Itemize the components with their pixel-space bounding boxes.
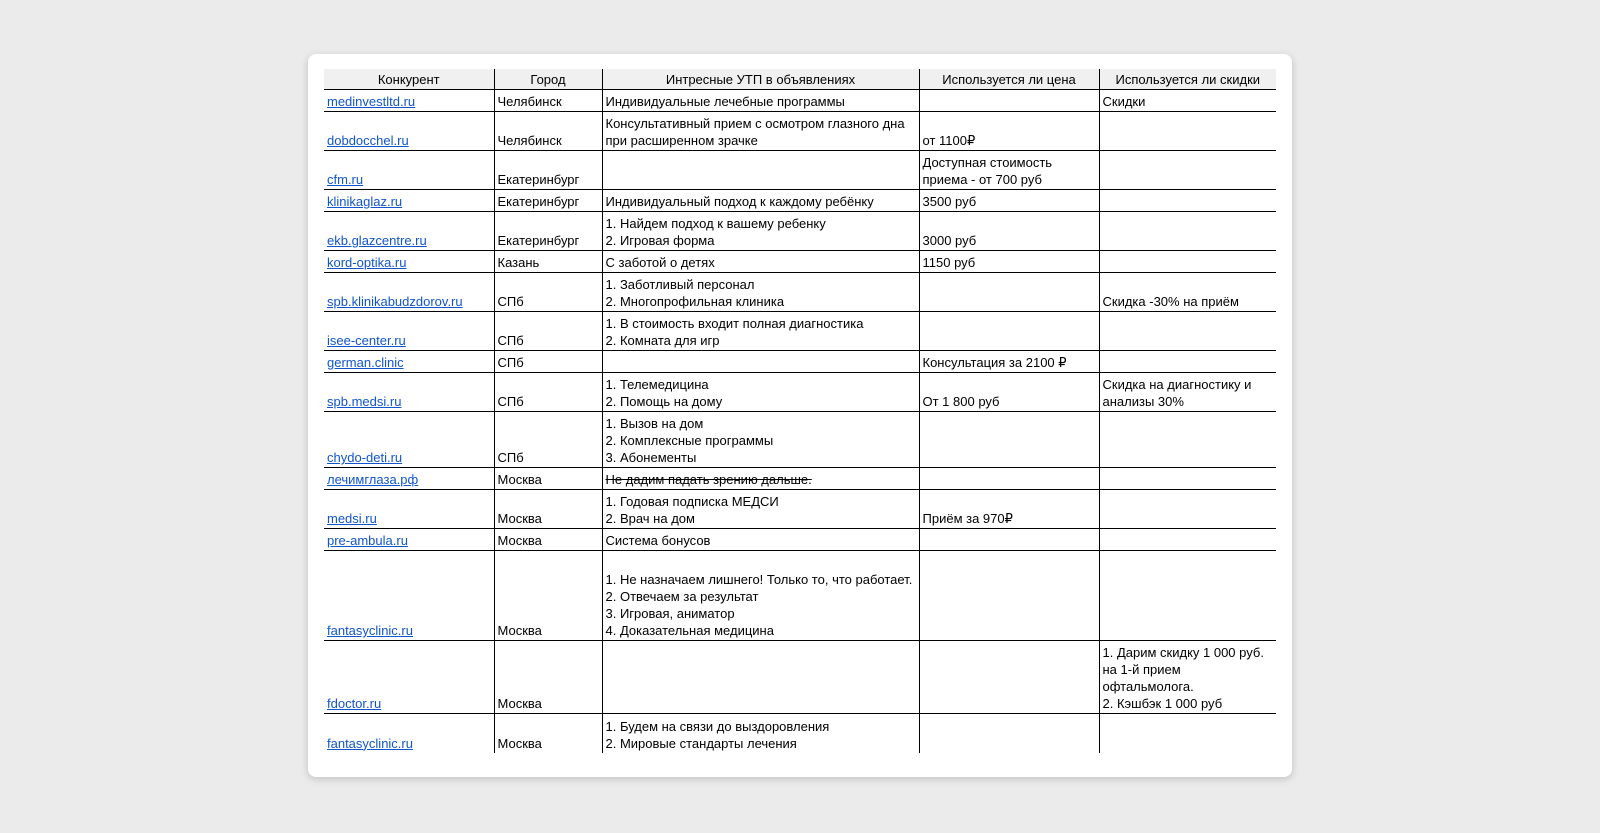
price-cell bbox=[919, 90, 1099, 112]
competitor-link[interactable]: ekb.glazcentre.ru bbox=[327, 233, 427, 248]
table-row bbox=[324, 190, 1276, 212]
price-cell: от 1100₽ bbox=[919, 112, 1099, 151]
price-cell bbox=[919, 551, 1099, 641]
competitor-link[interactable]: pre-ambula.ru bbox=[327, 533, 408, 548]
table-row bbox=[324, 641, 1276, 714]
city-cell: СПб bbox=[494, 312, 602, 351]
price-cell bbox=[919, 312, 1099, 351]
table-row bbox=[324, 351, 1276, 373]
table-row bbox=[324, 714, 1276, 753]
utp-cell bbox=[602, 351, 919, 373]
city-cell: Екатеринбург bbox=[494, 212, 602, 251]
utp-cell: Индивидуальный подход к каждому ребёнку bbox=[602, 190, 919, 212]
price-cell: Консультация за 2100 ₽ bbox=[919, 351, 1099, 373]
utp-cell: Не дадим падать зрению дальше. bbox=[602, 468, 919, 490]
city-cell: Москва bbox=[494, 714, 602, 753]
discount-cell bbox=[1099, 112, 1276, 151]
table-row bbox=[324, 412, 1276, 468]
discount-cell bbox=[1099, 251, 1276, 273]
utp-cell: 1. Будем на связи до выздоровления 2. Мировые стандарты лечения bbox=[602, 714, 919, 753]
competitor-link[interactable]: kord-optika.ru bbox=[327, 255, 407, 270]
competitor-link[interactable]: fdoctor.ru bbox=[327, 696, 382, 711]
competitor-link[interactable]: fantasyclinic.ru bbox=[327, 623, 413, 638]
discount-cell bbox=[1099, 312, 1276, 351]
price-cell bbox=[919, 273, 1099, 312]
price-cell: 3500 руб bbox=[919, 190, 1099, 212]
utp-cell bbox=[602, 641, 919, 714]
city-cell: Екатеринбург bbox=[494, 151, 602, 190]
utp-cell: 1. Не назначаем лишнего! Только то, что работает. 2. Отвечаем за результат 3. Игровая, аниматор 4. Доказательная медицина bbox=[602, 551, 919, 641]
discount-cell bbox=[1099, 412, 1276, 468]
city-cell: СПб bbox=[494, 351, 602, 373]
discount-cell bbox=[1099, 212, 1276, 251]
table-row bbox=[324, 551, 1276, 641]
city-cell: Казань bbox=[494, 251, 602, 273]
competitor-link[interactable]: dobdocchel.ru bbox=[327, 133, 409, 148]
header-city: Город bbox=[494, 69, 602, 90]
spreadsheet bbox=[324, 69, 1276, 763]
utp-cell: 1. Телемедицина 2. Помощь на дому bbox=[602, 373, 919, 412]
city-cell: Москва bbox=[494, 551, 602, 641]
competitor-link[interactable]: german.clinic bbox=[327, 355, 404, 370]
header-utp: Интресные УТП в объявлениях bbox=[602, 69, 919, 90]
discount-cell bbox=[1099, 151, 1276, 190]
competitor-link[interactable]: cfm.ru bbox=[327, 172, 364, 187]
table-row bbox=[324, 312, 1276, 351]
header-price: Используется ли цена bbox=[919, 69, 1099, 90]
competitor-link[interactable]: spb.medsi.ru bbox=[327, 394, 402, 409]
price-cell: 1150 руб bbox=[919, 251, 1099, 273]
utp-cell: С заботой о детях bbox=[602, 251, 919, 273]
table-row bbox=[324, 251, 1276, 273]
table-row bbox=[324, 212, 1276, 251]
price-cell: Приём за 970₽ bbox=[919, 490, 1099, 529]
discount-cell bbox=[1099, 529, 1276, 551]
utp-cell: Консультативный прием с осмотром глазного дна при расширенном зрачке bbox=[602, 112, 919, 151]
city-cell: Москва bbox=[494, 529, 602, 551]
competitor-link[interactable]: лечимглаза.рф bbox=[327, 472, 419, 487]
competitor-link[interactable]: chydo-deti.ru bbox=[327, 450, 403, 465]
price-cell bbox=[919, 412, 1099, 468]
table-row bbox=[324, 468, 1276, 490]
city-cell: Москва bbox=[494, 468, 602, 490]
discount-cell: Скидка на диагностику и анализы 30% bbox=[1099, 373, 1276, 412]
competitor-link[interactable]: spb.klinikabudzdorov.ru bbox=[327, 294, 463, 309]
city-cell: Челябинск bbox=[494, 112, 602, 151]
competitor-link[interactable]: fantasyclinic.ru bbox=[327, 735, 413, 751]
city-cell: Москва bbox=[494, 490, 602, 529]
table-row bbox=[324, 490, 1276, 529]
header-row bbox=[324, 69, 1276, 90]
price-cell bbox=[919, 714, 1099, 753]
discount-cell bbox=[1099, 190, 1276, 212]
discount-cell: 1. Дарим скидку 1 000 руб. на 1-й прием офтальмолога. 2. Кэшбэк 1 000 руб bbox=[1099, 641, 1276, 714]
discount-cell bbox=[1099, 351, 1276, 373]
city-cell: Москва bbox=[494, 641, 602, 714]
header-competitor: Конкурент bbox=[324, 69, 494, 90]
table-row bbox=[324, 90, 1276, 112]
discount-cell bbox=[1099, 490, 1276, 529]
table-row bbox=[324, 529, 1276, 551]
discount-cell bbox=[1099, 551, 1276, 641]
competitor-link[interactable]: isee-center.ru bbox=[327, 333, 406, 348]
discount-cell: Скидка -30% на приём bbox=[1099, 273, 1276, 312]
competitors-table bbox=[324, 69, 1276, 753]
discount-cell bbox=[1099, 468, 1276, 490]
utp-cell: 1. Вызов на дом 2. Комплексные программы 3. Абонементы bbox=[602, 412, 919, 468]
price-cell bbox=[919, 529, 1099, 551]
price-cell: От 1 800 руб bbox=[919, 373, 1099, 412]
price-cell bbox=[919, 641, 1099, 714]
table-row bbox=[324, 112, 1276, 151]
utp-cell: Система бонусов bbox=[602, 529, 919, 551]
table-row bbox=[324, 373, 1276, 412]
utp-cell: 1. Найдем подход к вашему ребенку 2. Игровая форма bbox=[602, 212, 919, 251]
price-cell: 3000 руб bbox=[919, 212, 1099, 251]
utp-cell: 1. В стоимость входит полная диагностика 2. Комната для игр bbox=[602, 312, 919, 351]
screenshot-card bbox=[308, 54, 1292, 777]
city-cell: Челябинск bbox=[494, 90, 602, 112]
utp-cell: 1. Заботливый персонал 2. Многопрофильная клиника bbox=[602, 273, 919, 312]
competitor-link[interactable]: medinvestltd.ru bbox=[327, 94, 416, 109]
utp-cell: 1. Годовая подписка МЕДСИ 2. Врач на дом bbox=[602, 490, 919, 529]
header-discount: Используется ли скидки bbox=[1099, 69, 1276, 90]
discount-cell: Скидки bbox=[1099, 90, 1276, 112]
price-cell: Доступная стоимость приема - от 700 руб bbox=[919, 151, 1099, 190]
table-row bbox=[324, 151, 1276, 190]
city-cell: СПб bbox=[494, 412, 602, 468]
city-cell: СПб bbox=[494, 273, 602, 312]
competitor-link[interactable]: klinikaglaz.ru bbox=[327, 194, 403, 209]
discount-cell bbox=[1099, 714, 1276, 753]
price-cell bbox=[919, 468, 1099, 490]
city-cell: Екатеринбург bbox=[494, 190, 602, 212]
utp-cell: Индивидуальные лечебные программы bbox=[602, 90, 919, 112]
utp-cell bbox=[602, 151, 919, 190]
competitor-link[interactable]: medsi.ru bbox=[327, 511, 377, 526]
city-cell: СПб bbox=[494, 373, 602, 412]
table-row bbox=[324, 273, 1276, 312]
